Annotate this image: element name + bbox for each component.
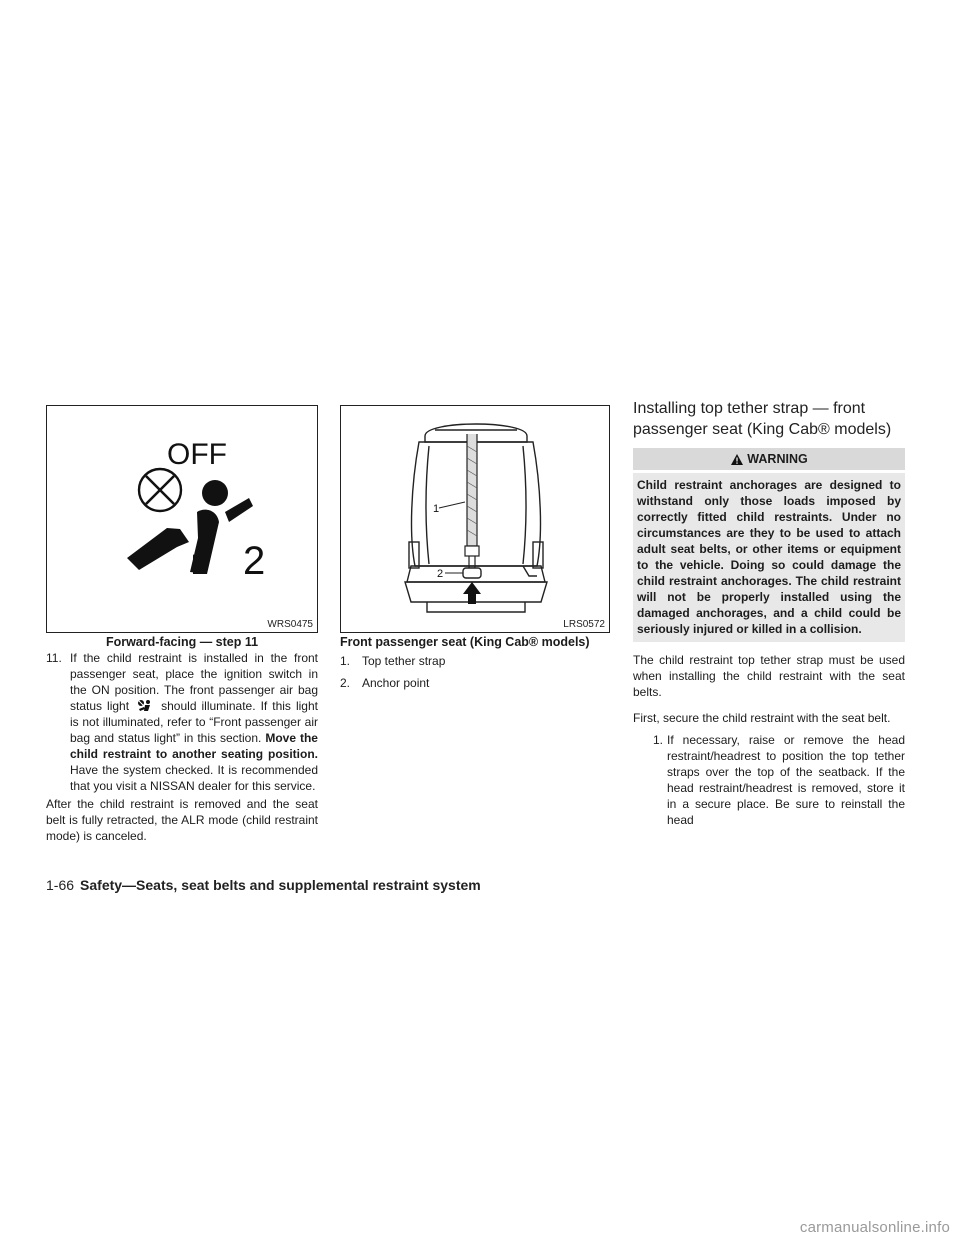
list-item: 1. Top tether strap — [340, 654, 446, 668]
figure-code: LRS0572 — [563, 619, 605, 630]
column-middle — [340, 405, 610, 697]
seat-number: 2 — [243, 539, 266, 583]
step-text-c: Have the system checked. It is recommended that you visit a NISSAN dealer for this service. — [70, 763, 318, 793]
after-paragraph: After the child restraint is removed and the seat belt is fully retracted, the ALR mode (child restraint mode) is canceled. — [46, 797, 318, 843]
page-footer — [46, 877, 481, 893]
step-11 — [46, 650, 318, 844]
warning-label: WARNING — [747, 452, 808, 466]
section-title: Installing top tether strap — front passenger seat (King Cab® models) — [633, 400, 892, 438]
paragraph-1: The child restraint top tether strap must be used when installing the child restraint with the seat belts. — [633, 653, 905, 699]
step-number: 11. — [46, 651, 62, 665]
airbag-off-figure — [46, 405, 318, 633]
airbag-status-light-icon — [134, 698, 156, 712]
page-number: 1-66 — [46, 877, 75, 893]
watermark: carmanualsonline.info — [799, 1219, 950, 1236]
step-text-a: If the child restraint is installed in the front passenger seat, place the ignition switch in the ON position. The front passenger air bag status light — [70, 651, 318, 713]
callout-1: 1 — [433, 503, 440, 515]
callout-2: 2 — [437, 568, 444, 580]
step-text-b: should illuminate. If this light is not illuminated, refer to “Front passenger air bag and status light” in this section. — [70, 699, 318, 745]
step-text: If necessary, raise or remove the head restraint/headrest to position the top tether straps over the top of the seatback. If the head restraint/headrest is removed, store it in a secure place. Be sure to reinstall the head — [667, 733, 905, 827]
column-right — [633, 400, 905, 828]
list-item: 2. Anchor point — [340, 676, 430, 690]
warning-text: Child restraint anchorages are designed to withstand only those loads imposed by correctly fitted child restraints. Under no circumstances are they to be used to attach adult seat belts, or other items or equipment to the vehicle. Doing so could damage the child restraint anchorages. The child restraint will not be properly installed using the damaged anchorages, and a child could be seriously injured or killed in a collision. — [633, 473, 905, 642]
warning-header — [633, 448, 905, 470]
chapter-title: Safety—Seats, seat belts and supplemental restraint system — [80, 877, 481, 893]
seat-illustration — [341, 406, 611, 632]
off-label: OFF — [167, 438, 227, 471]
column-left — [46, 405, 318, 844]
airbag-off-indicator-icon — [47, 406, 319, 632]
step-bold-text: Move the child restraint to another seating position. — [70, 731, 318, 761]
warning-triangle-icon — [730, 453, 744, 466]
legend-list — [340, 653, 610, 691]
paragraph-2: First, secure the child restraint with the seat belt. — [633, 711, 891, 725]
seat-tether-figure — [340, 405, 610, 633]
step-number: 1. — [652, 733, 663, 747]
figure-code: WRS0475 — [267, 619, 313, 630]
figure-caption: Front passenger seat (King Cab® models) — [340, 635, 590, 649]
figure-caption: Forward-facing — step 11 — [105, 635, 259, 649]
step-1 — [633, 732, 905, 828]
